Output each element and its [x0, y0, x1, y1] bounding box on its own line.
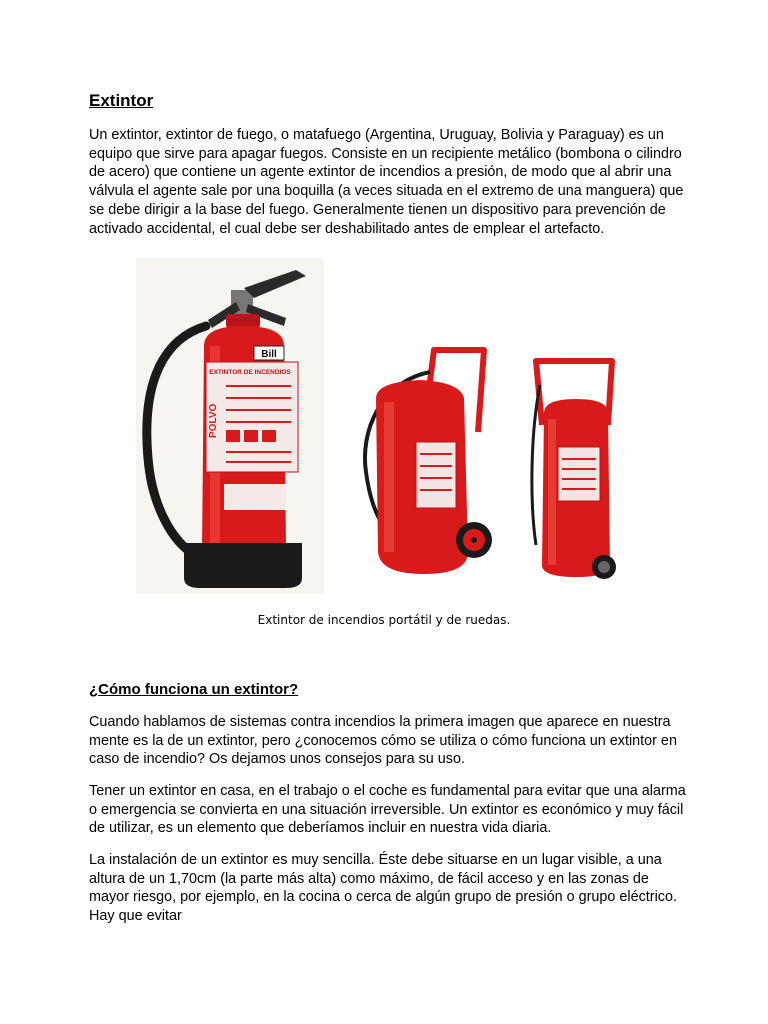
intro-paragraph: Un extintor, extintor de fuego, o matafuego (Argentina, Uruguay, Bolivia y Paraguay) es un equipo que sirve para apagar fuegos. Consiste en un recipiente metálico (bombona o cilindro de acero) que contiene un agente extintor de incendios a presión, de modo que al abrir una válvula el agente sale por una boquilla (a veces situada en el extremo de una manguera) que se debe dirigir a la base del fuego. Generalmente tienen un dispositivo para prevención de activado accidental, el cual debe ser deshabilitado antes de emplear el artefacto. [89, 127, 684, 237]
label-vertical: POLVO [208, 403, 219, 438]
page-title: Extintor [89, 91, 154, 110]
image-caption: Extintor de incendios portátil y de ruedas. [257, 613, 511, 627]
wheeled-extinguisher-small-image [530, 355, 620, 583]
wheeled-extinguisher-large-image [360, 342, 496, 580]
portable-extinguisher-image [136, 258, 324, 594]
brand-logo: Bill [261, 349, 277, 360]
section-heading: ¿Cómo funciona un extintor? [89, 681, 299, 698]
section-paragraph-1: Cuando hablamos de sistemas contra incendios la primera imagen que aparece en nuestra mente es la de un extintor, pero ¿conocemos cómo se utiliza o cómo funciona un extintor en caso de incendio? Os dejamos unos consejos para su uso. [89, 714, 677, 768]
section-paragraph-3: La instalación de un extintor es muy sencilla. Éste debe situarse en un lugar visible, a una altura de un 1,70cm (la parte más alta) como máximo, de fácil acceso y en las zonas de mayor riesgo, por ejemplo, en la cocina o cerca de algún grupo de presión o grupo eléctrico. Hay que evitar [89, 852, 677, 925]
section-paragraph-2: Tener un extintor en casa, en el trabajo o el coche es fundamental para evitar que una alarma o emergencia se convierta en una situación irreversible. Un extintor es económico y muy fácil de utilizar, es un elemento que deberíamos incluir en nuestra vida diaria. [89, 783, 686, 837]
label-title: EXTINTOR DE INCENDIOS [209, 369, 291, 376]
